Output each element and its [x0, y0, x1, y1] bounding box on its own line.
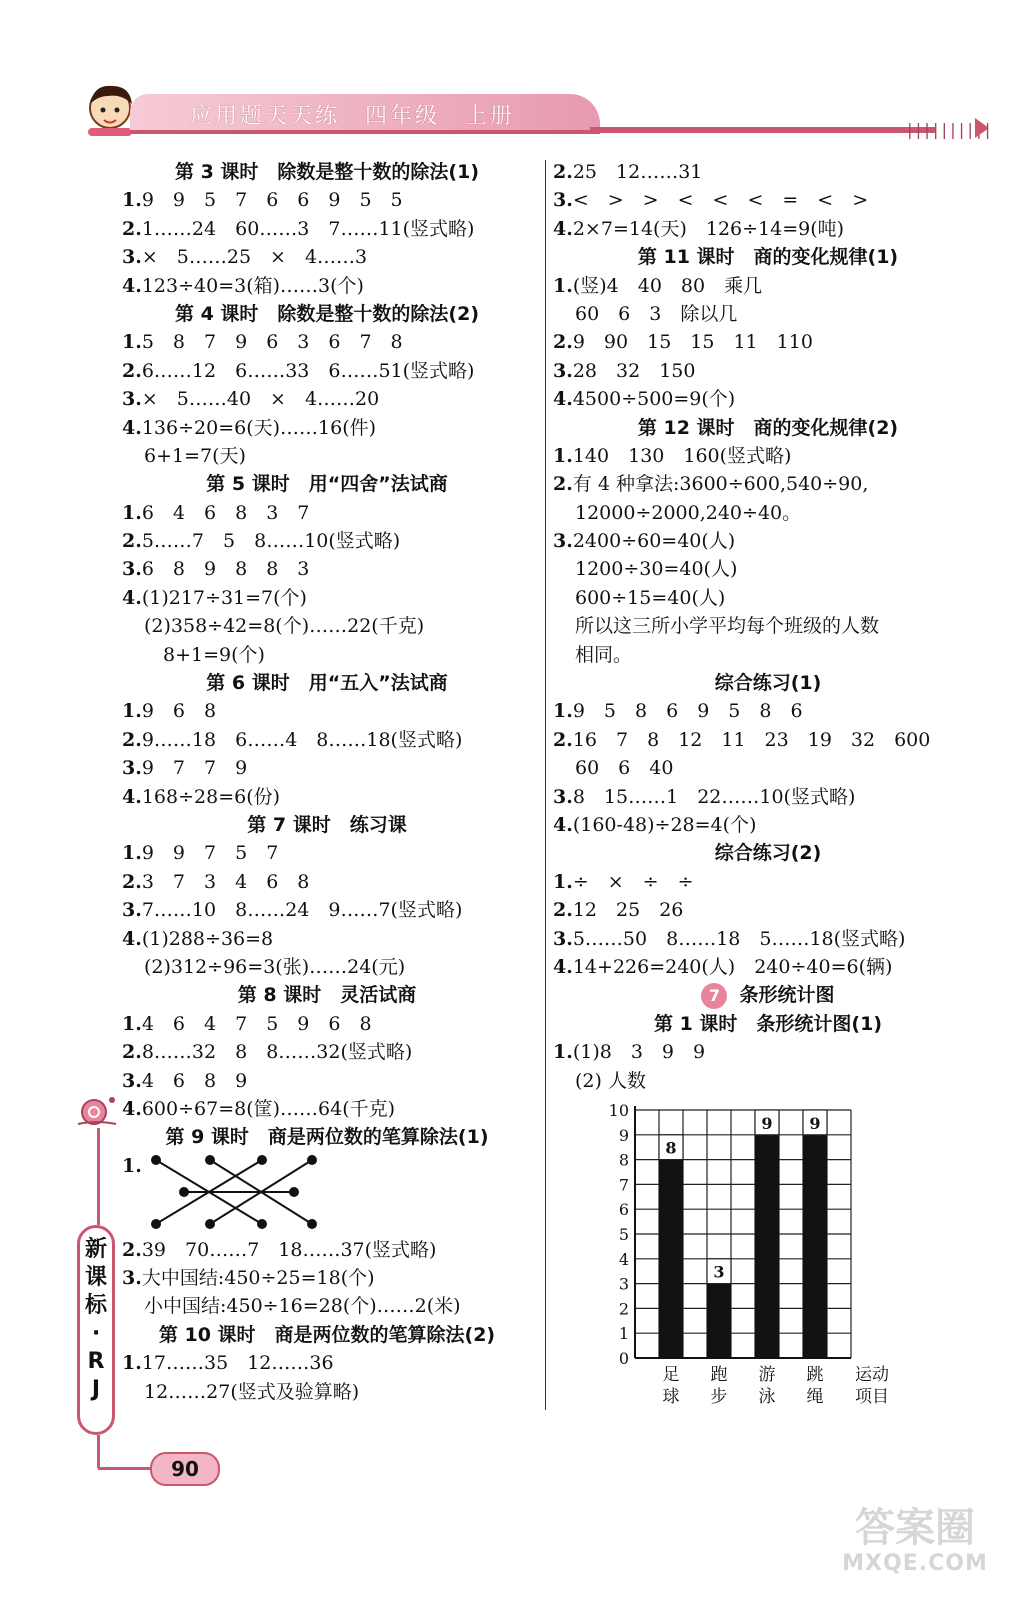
answer-line: [122, 186, 532, 214]
section-heading: 第 3 课时 除数是整十数的除法(1): [174, 161, 480, 183]
y-tick-label: 1: [618, 1324, 629, 1344]
question-number: 1.: [553, 870, 573, 893]
answer-text: (竖)4 40 80 乘几: [572, 274, 763, 297]
question-number: 4.: [122, 274, 142, 297]
y-tick-label: 3: [618, 1274, 629, 1294]
answer-text: 5 8 7 9 6 3 6 7 8: [141, 331, 403, 354]
answer-text: 9 90 15 15 11 110: [572, 331, 813, 354]
answer-line: [553, 783, 983, 811]
question-number: 1.: [122, 700, 142, 723]
question-number: 4.: [553, 388, 573, 411]
answer-line: (2)358÷42=8(个)……22(千克): [144, 615, 425, 638]
answer-line: [553, 215, 983, 243]
question-number: 2.: [553, 331, 573, 354]
answer-text: 8……32 8 8……32(竖式略): [141, 1041, 413, 1064]
y-tick-label: 5: [618, 1225, 629, 1244]
question-number: 4.: [122, 927, 142, 950]
answer-text: 9 9 7 5 7: [141, 842, 279, 865]
answer-line: [122, 328, 532, 356]
question-number: 4.: [553, 813, 573, 836]
matching-dot: [179, 1187, 189, 1197]
question-number: 3.: [553, 359, 573, 382]
badge-char: J: [91, 1377, 101, 1402]
bar-value-label: 9: [761, 1113, 773, 1133]
answer-line: [122, 1038, 532, 1066]
watermark-logo: 答案圈: [855, 1505, 975, 1551]
matching-dot: [205, 1155, 215, 1165]
bar-value-label: 8: [665, 1138, 677, 1158]
section-heading: 第 9 课时 商是两位数的笔算除法(1): [165, 1126, 489, 1149]
question-number: 3.: [553, 927, 573, 950]
matching-dot: [205, 1219, 215, 1229]
question-number: 1.: [553, 274, 573, 297]
question-number: 1.: [122, 1352, 142, 1375]
answer-line: 12000÷2000,240÷40。: [575, 501, 802, 524]
answer-line: [122, 726, 532, 754]
question-number: 1.: [122, 331, 142, 354]
right-column: [553, 158, 983, 1095]
answer-line: [553, 726, 983, 754]
question-number: 2.: [122, 1238, 142, 1261]
answer-line: [122, 1067, 532, 1095]
unit-heading: [553, 981, 983, 1009]
answer-line: [553, 328, 983, 356]
question-number: 2.: [553, 899, 573, 922]
matching-dot: [307, 1155, 317, 1165]
badge-char: 标: [84, 1293, 107, 1318]
answer-line: 相同。: [575, 643, 633, 666]
answer-line: [122, 896, 532, 924]
x-category-label: 足: [662, 1365, 680, 1385]
answer-line: [122, 215, 532, 243]
answer-text: 2×7=14(天) 126÷14=9(吨): [572, 217, 845, 240]
answer-text: 25 12……31: [572, 161, 703, 183]
badge-char: 课: [84, 1265, 107, 1290]
answer-text: 6……12 6……33 6……51(竖式略): [141, 359, 475, 382]
unit-title: 条形统计图: [739, 984, 835, 1007]
section-heading: 第 10 课时 商是两位数的笔算除法(2): [158, 1323, 496, 1346]
answer-line: 小中国结:450÷16=28(个)……2(米): [144, 1295, 461, 1318]
answer-line: 60 6 3 除以几: [575, 302, 738, 325]
section-heading: 第 5 课时 用“四舍”法试商: [206, 473, 448, 496]
question-number: 1.: [553, 700, 573, 723]
answer-line: 12……27(竖式及验算略): [144, 1380, 360, 1403]
answer-text: × 5……40 × 4……20: [141, 388, 380, 411]
answer-text: 4 6 4 7 5 9 6 8: [141, 1012, 372, 1035]
answer-line: [122, 783, 532, 811]
question-number: 4.: [553, 955, 573, 978]
bar-value-label: 9: [809, 1113, 821, 1133]
side-decoration: [72, 1090, 132, 1490]
question-number: 2.: [122, 728, 142, 751]
x-category-label: 游: [758, 1365, 776, 1385]
answer-text: 136÷20=6(天)……16(件): [141, 416, 377, 439]
column-divider: [545, 160, 546, 1410]
answer-line: 600÷15=40(人): [575, 586, 726, 609]
answer-text: 大中国结:450÷25=18(个): [141, 1267, 375, 1290]
answer-line: [122, 555, 532, 583]
answer-line: [122, 243, 532, 271]
answer-text: 3 7 3 4 6 8: [141, 870, 310, 893]
question-number: 3.: [553, 785, 573, 808]
question-number: 3.: [553, 189, 573, 212]
answer-text: 5……50 8……18 5……18(竖式略): [572, 927, 906, 950]
side-stem-top: [97, 1128, 100, 1225]
badge-char: 新: [84, 1237, 107, 1262]
x-category-label: 跑: [710, 1365, 728, 1385]
answer-text: 2400÷60=40(人): [572, 530, 736, 553]
question-number: 3.: [122, 1069, 142, 1092]
answer-line: [122, 499, 532, 527]
answer-line: [553, 186, 983, 214]
question-number: 2.: [122, 1041, 142, 1064]
badge-char: ·: [91, 1321, 101, 1346]
question-number: 3.: [122, 388, 142, 411]
watermark-url: MXQE.COM: [842, 1551, 988, 1576]
answer-text: 14+226=240(人) 240÷40=6(辆): [572, 955, 893, 978]
answer-line: [122, 868, 532, 896]
left-column: [122, 158, 532, 1406]
answer-line: [122, 1264, 532, 1292]
x-axis-label: 项目: [855, 1387, 889, 1407]
question-number: 3.: [122, 757, 142, 780]
question-number: 3.: [122, 558, 142, 581]
question-number: 2.: [553, 728, 573, 751]
question-number: 2.: [553, 473, 573, 496]
answer-line: [122, 584, 532, 612]
x-category-label: 绳: [806, 1387, 824, 1407]
answer-text: 9……18 6……4 8……18(竖式略): [141, 728, 463, 751]
matching-lines-diagram: [144, 1152, 344, 1236]
unit-number: 7: [701, 983, 727, 1009]
x-category-label: 步: [710, 1387, 728, 1407]
answer-line: [553, 158, 983, 186]
section-heading: 综合练习(1): [714, 672, 822, 695]
question-number: 2.: [122, 870, 142, 893]
section-heading: 第 7 课时 练习课: [247, 813, 407, 836]
header-dashes: ||||||||||: [905, 120, 992, 139]
matching-dot: [257, 1155, 267, 1165]
answer-line: 8+1=9(个): [144, 643, 265, 666]
bar-value-label: 3: [713, 1262, 725, 1282]
question-number: 1.: [553, 444, 573, 467]
answer-line: [122, 414, 532, 442]
answer-text: 1……24 60……3 7……11(竖式略): [141, 217, 475, 240]
answer-line: [122, 1236, 532, 1264]
answer-text: 17……35 12……36: [141, 1352, 334, 1375]
answer-text: 9 5 8 6 9 5 8 6: [572, 700, 803, 723]
answer-line: [122, 1010, 532, 1038]
question-number: 1.: [553, 1041, 573, 1064]
answer-line: [553, 470, 983, 498]
question-number: 2.: [122, 530, 142, 553]
watermark: [835, 1505, 995, 1585]
answer-text: (1)288÷36=8: [141, 927, 274, 950]
y-tick-label: 0: [618, 1349, 629, 1368]
section-heading: 第 1 课时 条形统计图(1): [653, 1012, 883, 1035]
matching-dot: [289, 1187, 299, 1197]
y-tick-label: 6: [618, 1200, 629, 1220]
answer-line: 1200÷30=40(人): [575, 558, 738, 581]
answer-line: [553, 896, 983, 924]
answer-line: [122, 697, 532, 725]
section-heading: 综合练习(2): [714, 842, 822, 865]
bottom-rule: [98, 1467, 152, 1470]
answer-line: [553, 357, 983, 385]
section-heading: 第 11 课时 商的变化规律(1): [637, 246, 899, 269]
book-title: 应用题天天练 四年级 上册: [190, 104, 516, 129]
answer-text: 9 7 7 9: [141, 757, 248, 780]
answer-line: [553, 925, 983, 953]
question-number: 4.: [122, 416, 142, 439]
answer-text: 140 130 160(竖式略): [572, 444, 792, 467]
curriculum-badge: [77, 1225, 115, 1435]
answer-text: 12 25 26: [572, 899, 684, 922]
x-axis-label: 运动: [855, 1365, 889, 1385]
x-category-label: 球: [662, 1387, 680, 1407]
section-heading: 第 4 课时 除数是整十数的除法(2): [174, 302, 480, 325]
answer-text: 5……7 5 8……10(竖式略): [141, 530, 401, 553]
answer-line: [122, 1095, 532, 1123]
answer-text: 168÷28=6(份): [141, 785, 281, 808]
answer-line: [553, 272, 983, 300]
page-header: [70, 78, 990, 138]
section-heading: 第 12 课时 商的变化规律(2): [637, 416, 899, 439]
answer-text: 39 70……7 18……37(竖式略): [141, 1238, 437, 1261]
side-stem-bottom: [97, 1435, 100, 1468]
answer-text: 16 7 8 12 11 23 19 32 600: [572, 728, 931, 751]
section-heading: 第 8 课时 灵活试商: [237, 984, 417, 1007]
answer-line: [122, 385, 532, 413]
badge-char: R: [87, 1349, 105, 1374]
answer-text: 6 4 6 8 3 7: [141, 501, 310, 524]
question-number: 4.: [122, 1097, 142, 1120]
answer-text: 7……10 8……24 9……7(竖式略): [141, 899, 463, 922]
question-number: 4.: [122, 586, 142, 609]
bar: [803, 1135, 827, 1358]
answer-line: [553, 697, 983, 725]
answer-line: 所以这三所小学平均每个班级的人数: [575, 615, 880, 638]
x-category-label: 跳: [806, 1365, 824, 1385]
answer-text: (1)217÷31=7(个): [141, 586, 307, 609]
answer-text: 有 4 种拿法:3600÷600,540÷90,: [572, 473, 869, 496]
answer-line: [122, 1349, 532, 1377]
answer-text: 600÷67=8(筐)……64(千克): [141, 1097, 396, 1120]
answer-text: 4 6 8 9: [141, 1069, 248, 1092]
question-number: 1.: [122, 501, 142, 524]
answer-line: [553, 385, 983, 413]
answer-text: 9 6 8: [141, 700, 217, 723]
bar: [755, 1135, 779, 1358]
answer-line: (2) 人数: [575, 1069, 646, 1092]
question-number: 3.: [553, 530, 573, 553]
answer-line: [553, 527, 983, 555]
answer-text: (1)8 3 9 9: [572, 1041, 706, 1064]
answer-line: [553, 811, 983, 839]
answer-text: (160-48)÷28=4(个): [572, 813, 757, 836]
answer-line: (2)312÷96=3(张)……24(元): [144, 955, 406, 978]
y-tick-label: 8: [618, 1150, 629, 1170]
answer-text: 28 32 150: [572, 359, 696, 382]
answer-line: [122, 357, 532, 385]
matching-dot: [151, 1155, 161, 1165]
y-tick-label: 9: [618, 1125, 629, 1145]
bar-chart: [575, 1062, 915, 1422]
question-number: 1.: [122, 189, 142, 212]
question-number: 4.: [553, 217, 573, 240]
answer-text: 8 15……1 22……10(竖式略): [572, 785, 856, 808]
matching-dot: [257, 1219, 267, 1229]
question-number: 2.: [122, 359, 142, 382]
answer-line: [553, 953, 983, 981]
question-number: 1.: [122, 1012, 142, 1035]
question-number: 2.: [122, 217, 142, 240]
answer-line: [122, 754, 532, 782]
question-number: 4.: [122, 785, 142, 808]
page-number: 90: [150, 1452, 220, 1486]
question-number: 2.: [553, 161, 573, 183]
question-number: 3.: [122, 246, 142, 269]
answer-text: × 5……25 × 4……3: [141, 246, 368, 269]
matching-dot: [307, 1219, 317, 1229]
section-heading: 第 6 课时 用“五入”法试商: [206, 672, 448, 695]
question-number: 3.: [122, 899, 142, 922]
bar: [707, 1284, 731, 1358]
answer-line: [122, 925, 532, 953]
y-tick-label: 2: [618, 1299, 629, 1319]
snail-icon: [72, 1090, 132, 1130]
question-number: 1.: [122, 1154, 142, 1177]
matching-question: [122, 1152, 532, 1236]
answer-text: ÷ × ÷ ÷: [572, 870, 694, 893]
answer-line: [122, 527, 532, 555]
y-tick-label: 4: [618, 1249, 629, 1269]
answer-line: [553, 442, 983, 470]
answer-text: 4500÷500=9(个): [572, 388, 736, 411]
answer-line: [122, 839, 532, 867]
answer-text: 6 8 9 8 8 3: [141, 558, 310, 581]
answer-line: [553, 868, 983, 896]
answer-line: 6+1=7(天): [144, 444, 246, 467]
question-number: 1.: [122, 842, 142, 865]
answer-text: 9 9 5 7 6 6 9 5 5: [141, 189, 403, 212]
y-tick-label: 7: [618, 1175, 629, 1195]
answer-text: < > > < < < = < >: [572, 189, 869, 212]
matching-dot: [151, 1219, 161, 1229]
answer-text: 123÷40=3(箱)……3(个): [141, 274, 364, 297]
x-category-label: 泳: [758, 1387, 776, 1407]
answer-line: 60 6 40: [575, 757, 674, 780]
question-number: 3.: [122, 1267, 142, 1290]
y-tick-label: 10: [608, 1101, 629, 1120]
answer-line: [122, 272, 532, 300]
bar: [659, 1160, 683, 1358]
header-rule: [590, 127, 935, 133]
arrow-right-icon: [975, 118, 989, 138]
